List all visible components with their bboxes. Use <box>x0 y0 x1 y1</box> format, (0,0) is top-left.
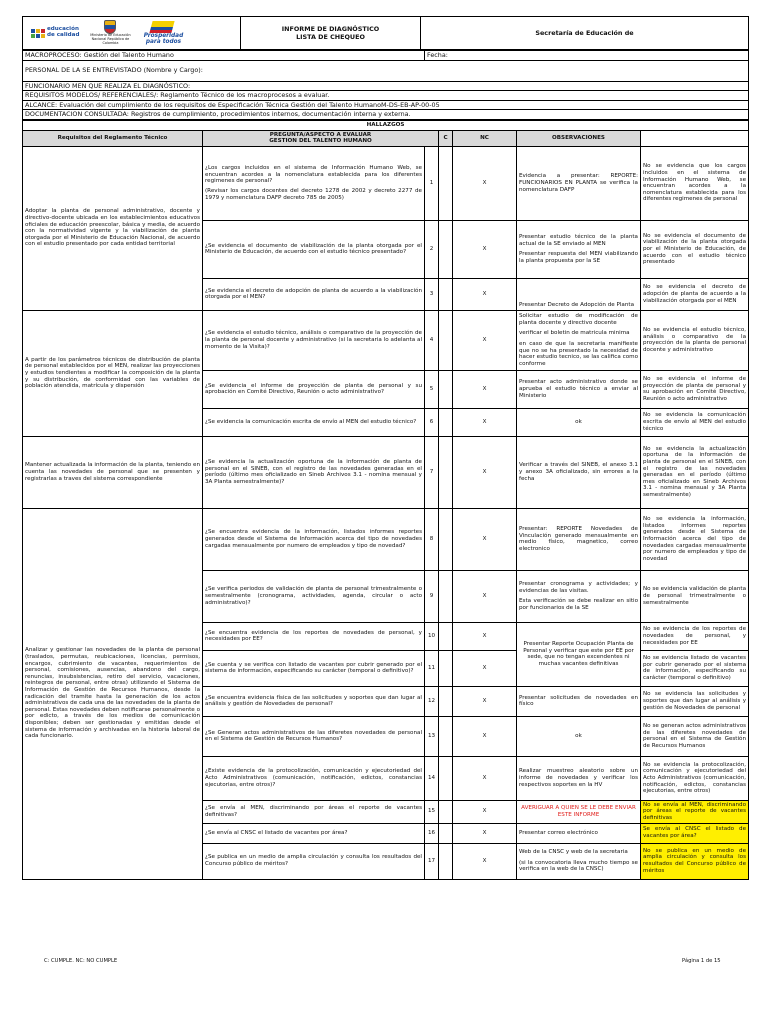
c-column-header: C <box>439 130 453 146</box>
cell-line: ¿Se evidencia el informe de proyección de planta de personal y su aprobación en Comité Directivo, Reunión o acto administrativo? <box>205 382 422 396</box>
cell-line: Adoptar la planta de personal administrativo, docente y directivo-docente ubicada en los establecimientos educativos oficiales de educación preescolar, básica y media, de acuerdo con la normatividad vigente y la viabilización de planta otorgada por el Ministerio de Educación Nacional, de acuerdo con el estudio presentado por cada entidad territorial <box>25 208 200 248</box>
cell-line: Evidencia a presentar: REPORTE: FUNCIONARIOS EN PLANTA se verifica la nomenclatura DAFP <box>519 173 638 193</box>
observation-cell <box>641 408 749 436</box>
cell-line: ¿Se evidencia la actualización oportuna de la información de planta de personal en el SINEB, con el registro de las novedades generadas en el período (último mes oficializado en Sineb Archivos 3.1 - nomina mensual y 3A Planta semestralmente)? <box>205 459 422 485</box>
cell-line: No se evidencia la protocolización, comunicación y ejecutoriedad del Acto Administrativos (comunicación, notificación, edictos, constancias ejecutorias, entre otros) <box>643 761 747 795</box>
cell-line: No se evidencia que los cargos incluidos en el sistema de Información Humano Web, se encuentran acordes a la nomenclatura establecida para los diferentes regimenes de personal <box>643 163 747 203</box>
row-number-cell <box>425 310 439 370</box>
cell-line: 3 <box>429 290 434 297</box>
personal-field: PERSONAL DE LA SE ENTREVISTADO (Nombre y Cargo): <box>23 60 749 81</box>
cell-line: 15 <box>427 808 436 815</box>
cell-line: ok <box>575 418 582 425</box>
cell-line: X <box>482 468 487 475</box>
cell-line: No se evidencia la actualización oportuna de la información de planta de personal en el SINEB, con el registro de las novedades generadas en el período (último mes oficializado en Sineb Archivos 3.1 - nomina mensual y 3A Planta semestralmente) <box>643 445 747 499</box>
cell-line: ¿Existe evidencia de la protocolización, comunicación y ejecutoriedad del Acto Administrativos (comunicación, notificación, edictos, constancias ejecutorias, entre otros)? <box>205 768 422 788</box>
cumple-cell[interactable] <box>439 310 453 370</box>
observation-cell <box>641 570 749 622</box>
cell-line: Presentar: REPORTE Novedades de Vinculación generado mensualmente en medio físico, magnetico, correo electronico <box>519 526 638 552</box>
question-cell <box>203 508 425 570</box>
cell-line: No se evidencia el decreto de adopción de planta de acuerdo a la viabilización otorgada por el MEN <box>643 284 747 304</box>
observation-cell <box>641 370 749 408</box>
cell-line: No se evidencia la información, listados informes reportes generados desde el Sistema de Información acerca del tipo de novedades cargadas mensualmente por numero de empleados y tipo de novedad <box>643 516 747 562</box>
cell-line: No se evidencia la comunicación escrita de envío al MEN del estudio técnico <box>643 412 747 432</box>
cumple-cell[interactable] <box>439 408 453 436</box>
cell-line: Mantener actualizada la información de la planta, teniendo en cuenta las novedades de personal que se presenten y registrarlas a traves del sistema correspondiente <box>25 462 200 482</box>
extra-column-header <box>641 130 749 146</box>
cell-line: No se evidencia las solicitudes y soportes que dan lugar al análisis y gestión de Novedades de personal <box>643 691 747 711</box>
checklist-sheet <box>22 16 748 880</box>
cell-line: No se evidencia el informe de proyección de planta de personal y su aprobación en Comité Directivo, Reunión o acto administrativo <box>643 376 747 402</box>
cell-line: X <box>482 774 487 781</box>
no-cumple-cell[interactable] <box>453 278 517 310</box>
requirement-cell <box>23 508 203 879</box>
evidence-cell <box>517 310 641 370</box>
documentacion-field: DOCUMENTACION CONSULTADA: Registros de cumplimiento, procedimientos internos, documentación interna y externa. <box>23 110 749 120</box>
cell-line: Verificar a través del SINEB, el anexo 3.1 y anexo 3A oficializado, sin errores a la fecha <box>519 462 638 482</box>
cell-line: X <box>482 829 487 836</box>
row-number-cell <box>425 436 439 508</box>
cell-line: en caso de que la secretaria manifieste que no se ha presentado la necesidad de hacer estudio tecnico, se las califica como conforme <box>519 340 638 367</box>
cell-line: A partir de los parámetros técnicos de distribución de planta de personal establecidos por el MEN, realizar las proyecciones y estudios tendientes a modificar la composición de la planta y su distribución, de conformidad con las variables de población atendida, matrícula y dispersión <box>25 356 200 390</box>
no-cumple-cell[interactable] <box>453 800 517 823</box>
no-cumple-cell[interactable] <box>453 622 517 650</box>
requirement-cell <box>23 436 203 508</box>
question-cell <box>203 650 425 686</box>
cell-line: ¿Se evidencia el estudio técnico, análisis o comparativo de la proyección de la planta de personal docente y administrativo (si la secretaria lo adelanta al momento de la Visita)? <box>205 330 422 350</box>
alcance-field: ALCANCE: Evaluación del cumplimiento de los requisitos de Especificación Técnica Gestión del Talento HumanoM-DS-EB-AP-00-05 <box>23 100 749 110</box>
cell-line: ok <box>575 732 582 739</box>
flag-icon <box>150 21 175 33</box>
no-cumple-cell[interactable] <box>453 436 517 508</box>
cell-line: X <box>482 290 487 297</box>
cell-line: 11 <box>427 664 436 671</box>
row-number-cell <box>425 650 439 686</box>
cell-line: Realizar muestreo aleatorio sobre un informe de novedades y verificar los respectivos soportes en la HV <box>519 768 638 788</box>
cell-line: ¿Se encuentra evidencia física de las solicitudes y soportes que dan lugar al análisis y gestión de Novedades de personal? <box>205 694 422 708</box>
cumple-cell[interactable] <box>439 622 453 650</box>
observation-cell <box>641 436 749 508</box>
cell-line: No se publica en un medio de amplia circulación y consulta los resultados del Concurso público de méritos <box>643 847 747 874</box>
observation-cell <box>641 278 749 310</box>
cell-line: X <box>482 664 487 671</box>
cell-line: 2 <box>429 245 434 252</box>
cell-line: ¿Se evidencia la comunicación escrita de envío al MEN del estudio técnico? <box>205 418 417 425</box>
row-number-cell <box>425 408 439 436</box>
cell-line: ¿Se evidencia el documento de viabilización de la planta otorgada por el Ministerio de Educación, de acuerdo con el estudio técnico presentado? <box>205 242 422 256</box>
no-cumple-cell[interactable] <box>453 756 517 800</box>
report-title: INFORME DE DIAGNÓSTICO LISTA DE CHEQUEO <box>241 17 421 50</box>
cell-line: No se evidencia validación de planta de personal trimestralmente o semestralmente <box>643 586 747 606</box>
cell-line: X <box>482 245 487 252</box>
requirement-cell <box>23 146 203 310</box>
cell-line: ¿Se verifica periodos de validación de planta de personal trimestralmente o semestralmente (cronograma, actividades, agenda, circular o acto administrativo)? <box>205 586 422 606</box>
cell-line: X <box>482 179 487 186</box>
observation-cell <box>641 800 749 823</box>
no-cumple-cell[interactable] <box>453 716 517 756</box>
cell-line: Presentar cronograma y actividades; y evidencias de las visitas. <box>519 581 638 594</box>
cell-line: No se evidencia de los reportes de novedades de personal, y necesidades por EE <box>643 626 747 646</box>
question-cell <box>203 823 425 843</box>
question-cell <box>203 436 425 508</box>
cell-line: 17 <box>427 857 436 864</box>
observation-cell <box>641 686 749 716</box>
macroproceso-field: MACROPROCESO: Gestión del Talento Humano <box>23 51 425 61</box>
cumple-cell[interactable] <box>439 800 453 823</box>
row-number-cell <box>425 756 439 800</box>
observation-cell <box>641 756 749 800</box>
cell-line: verificar el boletin de matricula minima <box>519 330 630 337</box>
evidence-cell <box>517 220 641 278</box>
cumple-cell[interactable] <box>439 843 453 879</box>
observation-cell <box>641 843 749 879</box>
cumple-cell[interactable] <box>439 370 453 408</box>
cell-line: 1 <box>429 179 434 186</box>
question-cell <box>203 570 425 622</box>
cell-line: No se envía al MEN, discriminando por áreas el reporte de vacantes definitivas <box>643 801 747 821</box>
table-row <box>23 310 749 370</box>
observation-cell <box>641 146 749 220</box>
cell-line: (si la convocatoria lleva mucho tiempo se verifica en la web de la CNSC) <box>519 859 638 873</box>
coat-of-arms-icon <box>104 20 116 34</box>
cell-line: No se evidencia listado de vacantes por cubrir generado por el sistema de información, especificando su carácter (temporal o definitivo) <box>643 655 747 681</box>
row-number-cell <box>425 686 439 716</box>
cell-line: ¿Los cargos incluidos en el sistema de Información Humano Web, se encuentran acordes a la nomenclatura establecida para los diferentes regimenes de personal? <box>205 165 422 185</box>
cell-line: X <box>482 535 487 542</box>
cumple-cell[interactable] <box>439 278 453 310</box>
evidence-cell <box>517 370 641 408</box>
no-cumple-cell[interactable] <box>453 310 517 370</box>
question-cell <box>203 843 425 879</box>
question-cell <box>203 716 425 756</box>
cell-line: 6 <box>429 418 434 425</box>
table-row <box>23 436 749 508</box>
cell-line: X <box>482 336 487 343</box>
logos-cell <box>23 17 241 50</box>
nc-column-header: NC <box>453 130 517 146</box>
evidence-cell <box>517 800 641 823</box>
observation-cell <box>641 650 749 686</box>
cell-line: ¿Se envía al CNSC el listado de vacantes por área? <box>205 829 348 836</box>
cell-line: 13 <box>427 732 436 739</box>
cell-line: ¿Se cuenta y se verifica con listado de vacantes por cubrir generado por el sistema de información, especificando su carácter (temporal o definitivo)? <box>205 661 422 675</box>
cumple-cell[interactable] <box>439 716 453 756</box>
requisitos-field: REQUISITOS MODELOS/ REFERENCIALES/: Reglamento Técnico de los macroprocesos a evaluar. <box>23 91 749 101</box>
evidence-cell <box>517 508 641 570</box>
cumple-cell[interactable] <box>439 650 453 686</box>
question-cell <box>203 756 425 800</box>
hallazgos-header: HALLAZGOS <box>23 120 749 130</box>
cell-line: X <box>482 418 487 425</box>
cell-line: No se evidencia el documento de viabilización de la planta otorgada por el Ministerio de Educación, de acuerdo con el estudio técnico presentado <box>643 232 747 266</box>
cumple-cell[interactable] <box>439 146 453 220</box>
meta-table <box>22 50 749 120</box>
cell-line: No se generan actos administrativos de las diferetes novedades de personal en el Sistema de Gestión de Recursos Humanos <box>643 723 747 749</box>
evidence-cell <box>517 756 641 800</box>
cell-line: X <box>482 592 487 599</box>
question-cell <box>203 310 425 370</box>
cell-line: 7 <box>429 468 434 475</box>
cumple-cell[interactable] <box>439 823 453 843</box>
funcionario-field: FUNCIONARIO MEN QUE REALIZA EL DIAGNÓSTICO: <box>23 81 749 91</box>
observation-cell <box>641 716 749 756</box>
row-number-cell <box>425 800 439 823</box>
ministry-logo: Ministerio de Educación Nacional República de Colombia <box>87 20 133 45</box>
table-row <box>23 508 749 570</box>
cell-line: Analizar y gestionar las novedades de la planta de personal (traslados, permutas, reubicaciones, licencias, permisos, encargos, cubrimiento de vacantes, requerimientos de personal, comisiones, ausencias, abandono del cargo, renuncias, insubsistencias, retiro del servicio, vacaciones, reintegros de personal, entre otras) utilizando el Sistema de Información de Gestión de Recursos Humanos, desde la radicación del tramite hasta la generación de los actos administrativos de cada una de las novedades de la planta de personal. Estas novedades deben notificarse personalmente o por edicto, a través de los medios de comunicación disponibles; deben ser gestionadas y emitidas desde el sistema de información y archivadas en la historia laboral de cada funcionario. <box>25 647 200 740</box>
no-cumple-cell[interactable] <box>453 843 517 879</box>
evidence-cell <box>517 278 641 310</box>
question-cell <box>203 622 425 650</box>
no-cumple-cell[interactable] <box>453 408 517 436</box>
no-cumple-cell[interactable] <box>453 823 517 843</box>
cell-line: Presentar estudio técnico de la planta actual de la SE enviado al MEN <box>519 234 638 247</box>
evidence-cell <box>517 408 641 436</box>
evidence-cell <box>517 570 641 622</box>
header-table <box>22 16 749 50</box>
no-cumple-cell[interactable] <box>453 650 517 686</box>
no-cumple-cell[interactable] <box>453 570 517 622</box>
question-cell <box>203 146 425 220</box>
observation-cell <box>641 220 749 278</box>
fecha-field: Fecha: <box>425 51 749 61</box>
cell-line: 16 <box>427 829 436 836</box>
requirement-cell <box>23 310 203 436</box>
cell-line: No se evidencia el estudio técnico, análisis o comparativo de la proyección de la planta de personal docente y administrativo <box>643 327 747 353</box>
row-number-cell <box>425 716 439 756</box>
cell-line: Presentar correo electrónico <box>519 829 598 836</box>
cell-line: ¿Se encuentra evidencia de los reportes de novedades de personal, y necesidades por EE? <box>205 629 422 643</box>
row-number-cell <box>425 370 439 408</box>
row-number-cell <box>425 823 439 843</box>
question-cell <box>203 220 425 278</box>
observation-cell <box>641 310 749 370</box>
cell-line: X <box>482 632 487 639</box>
cell-line: 5 <box>429 385 434 392</box>
cell-line: X <box>482 385 487 392</box>
evidence-cell <box>517 716 641 756</box>
question-cell <box>203 800 425 823</box>
cell-line: ¿Se envía al MEN, discriminando por áreas el reporte de vacantes definitivas? <box>205 805 422 818</box>
cell-line: (Revisar los cargos docentes del decreto 1278 de 2002 y decreto 2277 de 1979 y nomenclatura DAFP decreto 785 de 2005) <box>205 188 422 201</box>
row-number-cell <box>425 622 439 650</box>
cell-line: 8 <box>429 535 434 542</box>
cell-line: X <box>482 808 487 815</box>
evidence-cell <box>517 843 641 879</box>
pregunta-column-header: PREGUNTA/ASPECTO A EVALUAR GESTION DEL TALENTO HUMANO <box>203 130 439 146</box>
secretaria-title: Secretaría de Educación de <box>421 17 749 50</box>
cumple-cell[interactable] <box>439 756 453 800</box>
observation-cell <box>641 508 749 570</box>
cell-line: Solicitar estudio de modificación de planta docente y directivo docente <box>519 313 638 326</box>
observaciones-column-header: OBSERVACIONES <box>517 130 641 146</box>
cell-line: 4 <box>429 336 434 343</box>
prosperity-logo: Prosperidad para todos <box>141 21 185 45</box>
cell-line: Esta verificación se debe realizar en sitio por funcionarios de la SE <box>519 598 638 611</box>
cell-line: Se envía al CNSC el listado de vacantes por área? <box>643 826 747 840</box>
checklist-body <box>23 146 749 879</box>
evidence-cell <box>517 622 641 686</box>
row-number-cell <box>425 508 439 570</box>
education-logo: educación de calidad <box>31 27 79 38</box>
page-number: Página 1 de 15 <box>682 958 721 964</box>
no-cumple-cell[interactable] <box>453 508 517 570</box>
cell-line: 14 <box>427 774 436 781</box>
cell-line: Presentar Decreto de Adopción de Planta <box>519 302 635 309</box>
cell-line: ¿Se evidencia el decreto de adopción de planta de acuerdo a la viabilización otorgada por el MEN? <box>205 287 422 301</box>
row-number-cell <box>425 570 439 622</box>
evidence-cell <box>517 686 641 716</box>
no-cumple-cell[interactable] <box>453 370 517 408</box>
observation-cell <box>641 823 749 843</box>
cell-line: ¿Se publica en un medio de amplia circulación y consulta los resultados del Concurso público de méritos? <box>205 854 422 868</box>
cell-line: AVERIGUAR A QUIEN SE LE DEBE ENVIAR ESTE INFORME <box>521 805 636 818</box>
no-cumple-cell[interactable] <box>453 146 517 220</box>
footer-legend: C: CUMPLE. NC: NO CUMPLE <box>44 958 118 964</box>
question-cell <box>203 278 425 310</box>
cumple-cell[interactable] <box>439 220 453 278</box>
no-cumple-cell[interactable] <box>453 220 517 278</box>
row-number-cell <box>425 220 439 278</box>
row-number-cell <box>425 146 439 220</box>
requisitos-column-header: Requisitos del Reglamento Técnico <box>23 130 203 146</box>
question-cell <box>203 370 425 408</box>
cell-line: Presentar acto administrativo donde se aprueba el estudio técnico a enviar al Ministerio <box>519 379 638 399</box>
cell-line: Presentar Reporte Ocupación Planta de Personal y verificar que este por EE por sede, que no tengan excendentes ni muchas vacantes definitivas <box>523 641 634 667</box>
evidence-cell <box>517 823 641 843</box>
question-cell <box>203 408 425 436</box>
cell-line: Presentar solicitudes de novedades en físico <box>519 694 638 708</box>
cell-line: ¿Se encuentra evidencia de la información, listados informes reportes generados desde el Sistema de Información acerca del tipo de novedades cargadas mensualmente por numero de empleados y tipo de novedad? <box>205 529 422 549</box>
cumple-cell[interactable] <box>439 686 453 716</box>
cumple-cell[interactable] <box>439 508 453 570</box>
cell-line: Presentar respuesta del MEN viabilizando la planta propuesta por la SE <box>519 251 638 264</box>
cell-line: 12 <box>427 697 436 704</box>
observation-cell <box>641 622 749 650</box>
cumple-cell[interactable] <box>439 570 453 622</box>
cumple-cell[interactable] <box>439 436 453 508</box>
table-row <box>23 146 749 220</box>
row-number-cell <box>425 278 439 310</box>
row-number-cell <box>425 843 439 879</box>
cell-line: ¿Se Generan actos administrativos de las diferetes novedades de personal en el Sistema de Gestión de Recursos Humanos? <box>205 729 422 743</box>
cell-line: X <box>482 732 487 739</box>
cell-line: Web de la CNSC y web de la secretaria <box>519 849 628 856</box>
cell-line: X <box>482 857 487 864</box>
evidence-cell <box>517 436 641 508</box>
checklist-table <box>22 120 749 880</box>
cell-line: 10 <box>427 632 436 639</box>
cell-line: X <box>482 697 487 704</box>
evidence-cell <box>517 146 641 220</box>
no-cumple-cell[interactable] <box>453 686 517 716</box>
question-cell <box>203 686 425 716</box>
cell-line: 9 <box>429 592 434 599</box>
